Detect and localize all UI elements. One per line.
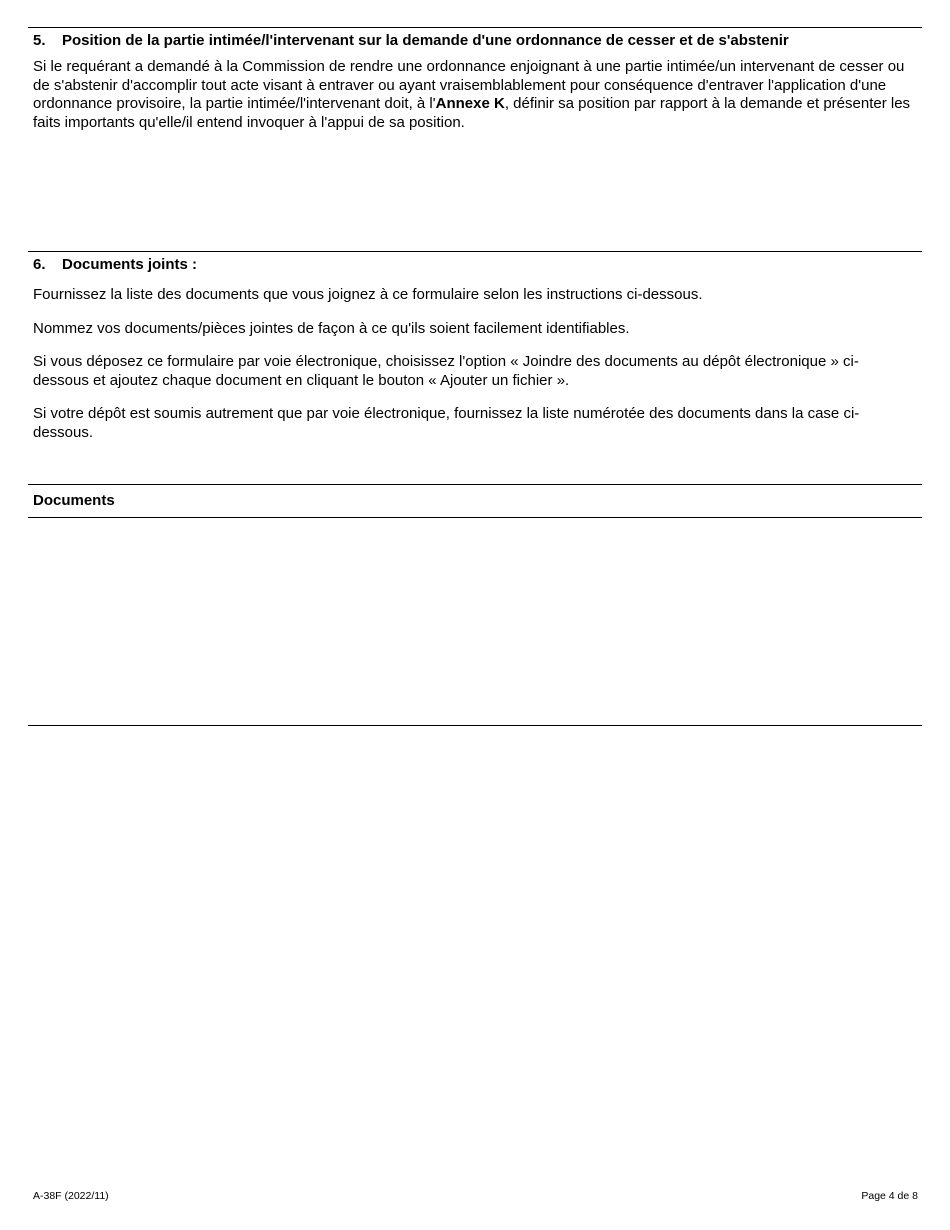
section-6-paragraph: Nommez vos documents/pièces jointes de façon à ce qu'ils soient facilement identifiables. bbox=[33, 319, 630, 337]
section-6-paragraph: Fournissez la liste des documents que vous joignez à ce formulaire selon les instructions ci-dessous. bbox=[33, 286, 703, 303]
section-5-text-before: Si le requérant a demandé à la Commission de rendre une ordonnance enjoignant à une partie intimée/un intervenant de cesser ou de s'abstenir d'accomplir tout acte visant à entraver ou ayant vraisemblablement pour conséquence d'entraver l'application d'une ordonnance provisoire, la partie intimée/l'intervenant doit, à l' bbox=[33, 58, 905, 112]
documents-top-divider bbox=[28, 484, 922, 485]
section-6-heading bbox=[33, 256, 197, 274]
section-5-number: 5. bbox=[33, 32, 46, 49]
documents-label: Documents bbox=[33, 492, 115, 509]
documents-list-field[interactable] bbox=[28, 519, 922, 724]
section-6-paragraph: Si votre dépôt est soumis autrement que par voie électronique, fournissez la liste numérotée des documents dans la case ci-dessous. bbox=[33, 405, 860, 441]
section-6-divider bbox=[28, 251, 922, 252]
section-5-response-area[interactable] bbox=[28, 140, 922, 248]
section-5-paragraph bbox=[33, 58, 913, 132]
page-number: Page 4 de 8 bbox=[861, 1190, 918, 1202]
section-6-paragraph: Si vous déposez ce formulaire par voie électronique, choisissez l'option « Joindre des documents au dépôt électronique » ci-dessous et ajoutez chaque document en cliquant le bouton « Ajouter un fichier ». bbox=[33, 353, 859, 389]
annexe-k-reference: Annexe K bbox=[435, 95, 505, 112]
top-divider bbox=[28, 27, 922, 28]
documents-bottom-divider bbox=[28, 725, 922, 726]
section-5-text-after: , définir sa position par rapport à la demande et présenter les faits importants qu'elle/il entend invoquer à l'appui de sa position. bbox=[33, 95, 911, 131]
section-5-title: Position de la partie intimée/l'intervenant sur la demande d'une ordonnance de cesser et de s'abstenir bbox=[62, 32, 789, 49]
section-5-body bbox=[33, 58, 913, 147]
form-code: A-38F (2022/11) bbox=[33, 1190, 109, 1202]
section-5-heading bbox=[33, 32, 789, 50]
documents-header-divider bbox=[28, 517, 922, 518]
section-6-body bbox=[33, 286, 913, 457]
section-6-title: Documents joints : bbox=[62, 256, 198, 273]
section-6-number: 6. bbox=[33, 256, 46, 273]
